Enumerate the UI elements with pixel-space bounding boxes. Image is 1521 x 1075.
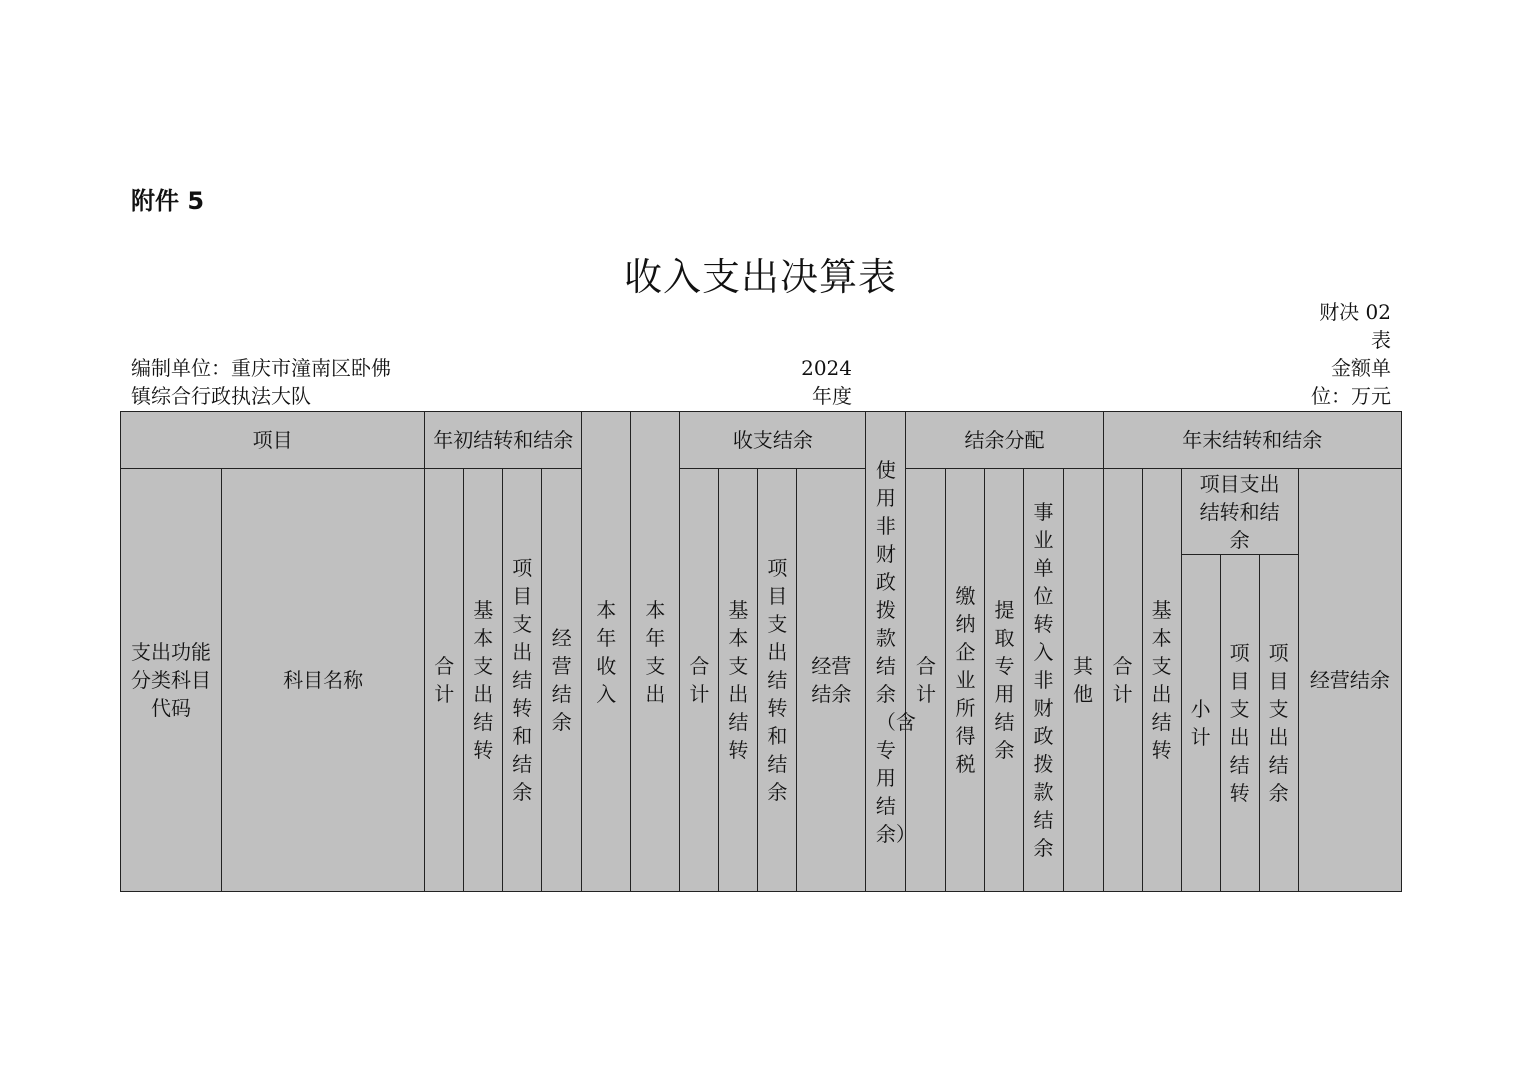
organization (131, 354, 431, 410)
organization-line2: 镇综合行政执法大队 (131, 384, 311, 408)
header-dist-transfer-text: 事业单位转入非财政拨款结余 (1033, 500, 1054, 860)
form-number-line1: 财决 02 (1319, 300, 1391, 324)
header-dist-other (1063, 469, 1103, 892)
header-annual-expense-text: 本年支出 (645, 597, 666, 706)
amount-unit (1291, 354, 1391, 410)
header-annual-expense (631, 412, 680, 892)
header-dist-tax-text: 缴纳企业所得税 (955, 584, 976, 776)
header-annual-income-text: 本年收入 (596, 597, 617, 706)
header-dist-other-text: 其他 (1073, 654, 1094, 706)
header-non-fiscal-use (866, 412, 916, 892)
header-project: 项目 (121, 412, 425, 469)
header-opening-project (503, 469, 542, 892)
header-end-subtotal (1181, 555, 1220, 892)
page-title: 收入支出决算表 (623, 255, 897, 299)
header-ie-operating (797, 469, 866, 892)
header-opening-basic (464, 469, 503, 892)
header-ie-project (758, 469, 797, 892)
header-ie-project-text: 项目支出结转和结余 (767, 556, 788, 804)
header-opening-total (425, 469, 464, 892)
income-expense-table (120, 411, 1402, 892)
header-end-operating: 经营结余 (1298, 469, 1401, 892)
form-number (1271, 298, 1391, 354)
header-dist-special-text: 提取专用结余 (994, 598, 1015, 762)
header-ie-basic-text: 基本支出结转 (728, 598, 749, 762)
header-ie-total (680, 469, 719, 892)
header-end-total (1103, 469, 1142, 892)
fiscal-year-line2: 年度 (812, 384, 852, 408)
header-opening-operating (542, 469, 582, 892)
header-opening-total-text: 合计 (434, 654, 455, 706)
header-ie-total-text: 合计 (689, 654, 710, 706)
header-ie-operating-text: 经营结余 (811, 654, 852, 706)
header-end-proj-balance-text: 项目支出结余 (1268, 641, 1289, 805)
header-income-expense-balance: 收支结余 (680, 412, 866, 469)
header-end-project-group (1181, 469, 1298, 555)
header-subject-name: 科目名称 (222, 469, 425, 892)
header-annual-income (582, 412, 631, 892)
header-year-end-balance: 年末结转和结余 (1103, 412, 1401, 469)
header-opening-basic-text: 基本支出结转 (473, 598, 494, 762)
header-end-basic-text: 基本支出结转 (1151, 598, 1172, 762)
header-ie-basic (719, 469, 758, 892)
header-end-proj-balance (1259, 555, 1298, 892)
amount-unit-line1: 金额单 (1331, 356, 1391, 380)
header-dist-transfer (1024, 469, 1063, 892)
header-end-project-group-text: 项目支出结转和结余 (1199, 471, 1280, 552)
organization-line1: 编制单位：重庆市潼南区卧佛 (131, 356, 391, 380)
header-end-basic (1142, 469, 1181, 892)
header-end-proj-carryover (1220, 555, 1259, 892)
fiscal-year-line1: 2024 (801, 356, 852, 380)
header-balance-distribution: 结余分配 (906, 412, 1103, 469)
form-number-line2: 表 (1371, 328, 1391, 352)
header-non-fiscal-use-text: 使用非财政拨款结余（含专用结余） (875, 457, 916, 846)
header-end-subtotal-text: 小计 (1190, 697, 1211, 749)
attachment-label: 附件 5 (131, 187, 205, 215)
header-dist-total-text: 合计 (915, 654, 936, 706)
header-end-total-text: 合计 (1112, 654, 1133, 706)
header-opening-balance: 年初结转和结余 (425, 412, 582, 469)
header-func-code-text: 支出功能分类科目代码 (131, 640, 212, 720)
header-func-code (121, 469, 222, 892)
header-opening-project-text: 项目支出结转和结余 (512, 556, 533, 804)
header-dist-special (985, 469, 1024, 892)
header-dist-tax (946, 469, 985, 892)
fiscal-year (790, 354, 852, 410)
amount-unit-line2: 位：万元 (1311, 384, 1391, 408)
header-opening-operating-text: 经营结余 (551, 626, 572, 734)
header-end-proj-carryover-text: 项目支出结转 (1229, 641, 1250, 805)
